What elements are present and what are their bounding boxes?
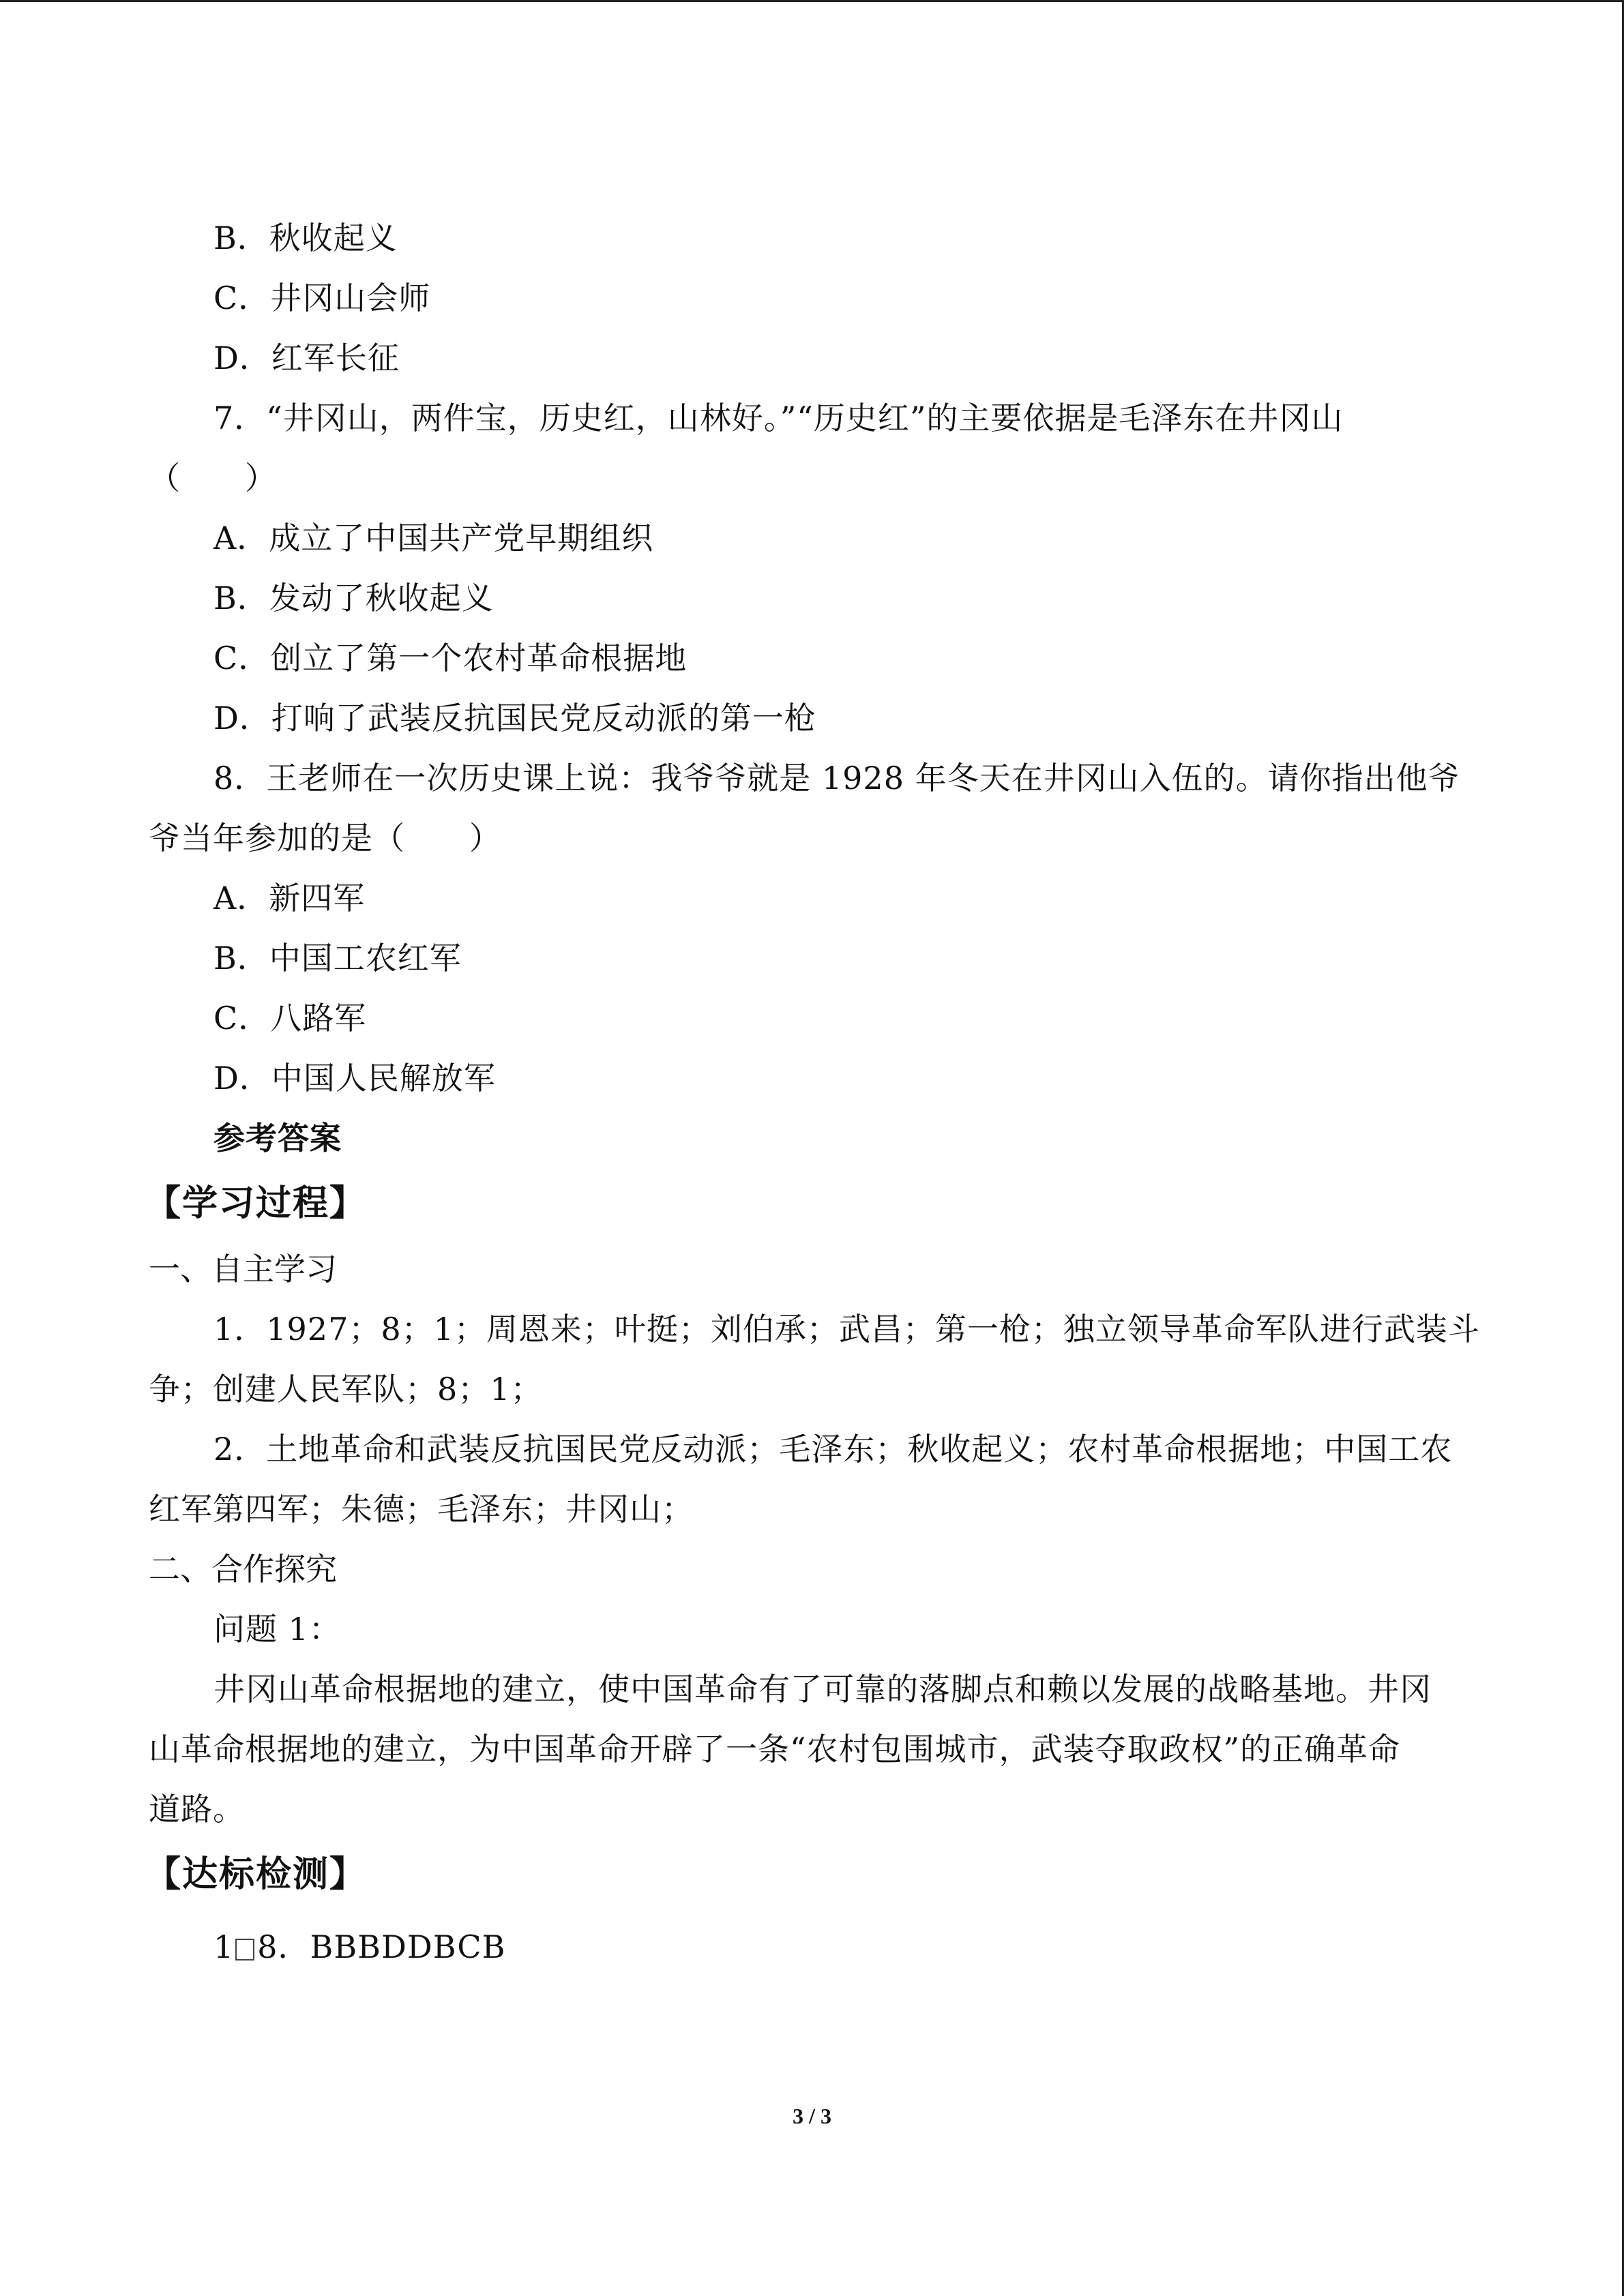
q8-option-a: A．新四军 bbox=[213, 880, 366, 916]
q7-option-a: A．成立了中国共产党早期组织 bbox=[213, 520, 654, 556]
q8-option-d: D．中国人民解放军 bbox=[213, 1060, 496, 1097]
section-assessment: 【达标检测】 bbox=[145, 1854, 367, 1895]
answer-item1-line2: 争；创建人民军队；8；1； bbox=[149, 1371, 543, 1407]
q8-stem-line2: 爷当年参加的是（ ） bbox=[149, 820, 501, 856]
question1-answer-line3: 道路。 bbox=[149, 1791, 245, 1828]
part-cooperation-title: 二、合作探究 bbox=[149, 1551, 337, 1587]
page-number: 3 / 3 bbox=[793, 2104, 831, 2128]
missing-glyph-box-icon bbox=[235, 1939, 254, 1960]
q7-stem-line1: 7．“井冈山，两件宝，历史红，山林好。”“历史红”的主要依据是毛泽东在井冈山 bbox=[213, 400, 1344, 436]
q6-option-b: B．秋收起义 bbox=[213, 220, 398, 256]
question1-answer-line2: 山革命根据地的建立，为中国革命开辟了一条“农村包围城市，武装夺取政权”的正确革命 bbox=[149, 1731, 1401, 1768]
q8-stem-line1: 8．王老师在一次历史课上说：我爷爷就是 1928 年冬天在井冈山入伍的。请你指出他爷 bbox=[213, 760, 1460, 796]
answer-item1-line1: 1．1927；8；1；周恩来；叶挺；刘伯承；武昌；第一枪；独立领导革命军队进行武装斗 bbox=[213, 1311, 1480, 1347]
answers-title: 参考答案 bbox=[213, 1120, 342, 1157]
page-top-border bbox=[0, 0, 1624, 2]
question1-answer-line1: 井冈山革命根据地的建立，使中国革命有了可靠的落脚点和赖以发展的战略基地。井冈 bbox=[213, 1671, 1432, 1708]
part-self-study-title: 一、自主学习 bbox=[149, 1251, 337, 1287]
q7-option-c: C．创立了第一个农村革命根据地 bbox=[213, 640, 688, 676]
answer-item2-line2: 红军第四军；朱德；毛泽东；井冈山； bbox=[149, 1491, 694, 1527]
q7-stem-line2: （ ） bbox=[149, 460, 277, 496]
q7-option-d: D．打响了武装反抗国民党反动派的第一枪 bbox=[213, 700, 816, 736]
q8-option-b: B．中国工农红军 bbox=[213, 940, 462, 976]
q6-option-c: C．井冈山会师 bbox=[213, 280, 431, 316]
assessment-answer-string: 8．BBBDDBCB bbox=[257, 1928, 506, 1965]
assessment-range-start: 1 bbox=[213, 1928, 235, 1965]
answer-item2-line1: 2．土地革命和武装反抗国民党反动派；毛泽东；秋收起义；农村革命根据地；中国工农 bbox=[213, 1431, 1453, 1467]
q8-option-c: C．八路军 bbox=[213, 1000, 367, 1037]
assessment-answers bbox=[149, 1917, 1479, 1977]
section-learning-process: 【学习过程】 bbox=[145, 1183, 367, 1224]
question1-label: 问题 1： bbox=[213, 1611, 341, 1648]
document-body bbox=[145, 208, 1480, 1977]
q7-option-b: B．发动了秋收起义 bbox=[213, 580, 494, 616]
q6-option-d: D．红军长征 bbox=[213, 340, 400, 376]
